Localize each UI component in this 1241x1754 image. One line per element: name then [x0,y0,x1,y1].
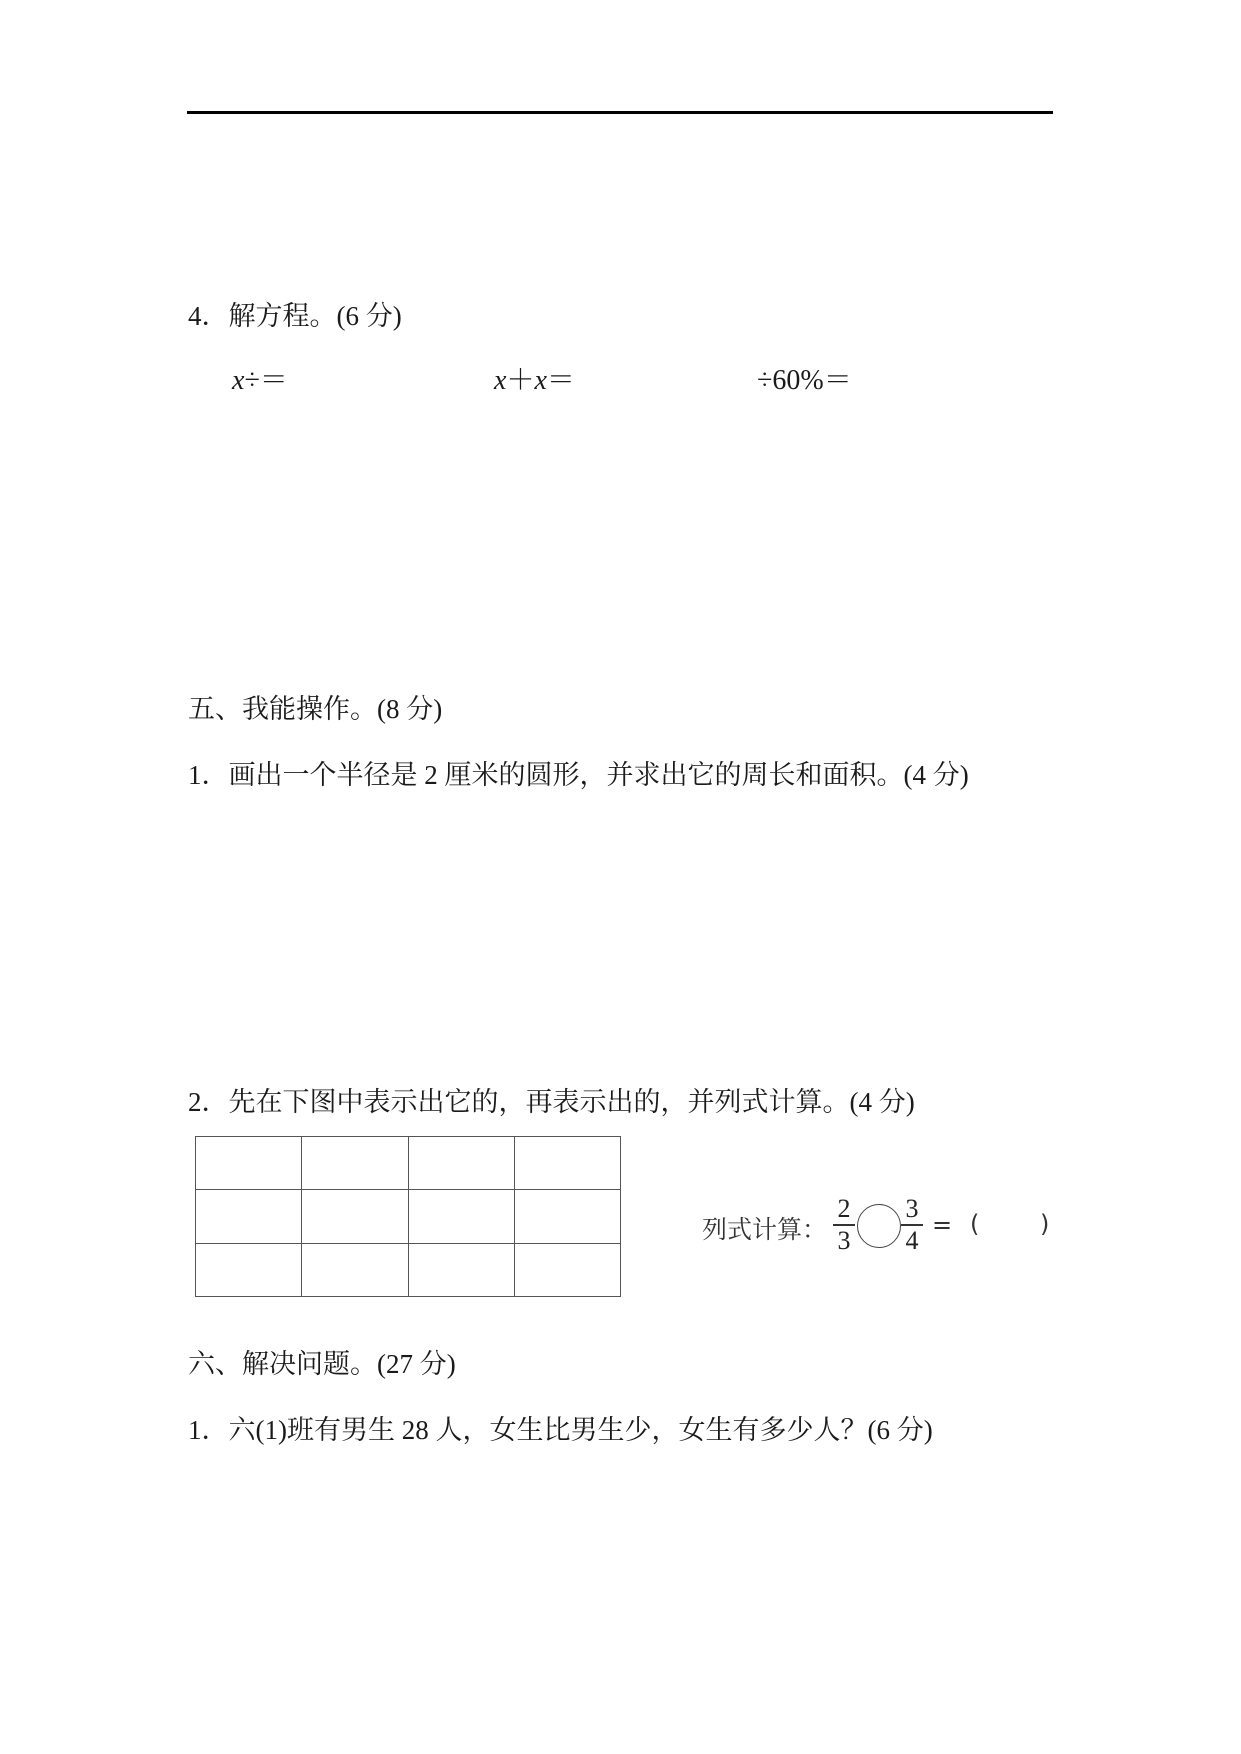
grid-cell [302,1243,408,1296]
question-4-title: 4．解方程。(6 分) [188,301,402,331]
grid-cell [302,1137,408,1190]
grid-cell [196,1137,302,1190]
section-6-title: 六、解决问题。(27 分) [188,1349,456,1379]
equation-2 [494,364,575,398]
section-6-question-1: 1．六(1)班有男生 28 人，女生比男生少，女生有多少人？(6 分) [188,1415,933,1445]
grid-row [196,1137,621,1190]
fraction-2-denominator: 4 [905,1225,919,1255]
section-5-title: 五、我能操作。(8 分) [188,694,443,724]
equation-2-rest: ＝ [546,365,575,396]
fraction-two-thirds [833,1196,855,1254]
equation-2-op: ＋ [506,365,535,396]
equation-3 [757,364,852,398]
grid-row [196,1190,621,1243]
answer-close-paren: ) [1040,1210,1050,1238]
grid-row [196,1243,621,1296]
grid-cell [514,1190,620,1243]
grid-cell [408,1190,514,1243]
answer-open-paren: ( [970,1210,980,1238]
fraction-1-numerator: 2 [837,1194,851,1223]
section-5-question-2: 2．先在下图中表示出它的，再表示出的，并列式计算。(4 分) [188,1087,915,1117]
equation-2-variable-2: x [534,365,547,396]
grid-cell [196,1190,302,1243]
grid-cell [196,1243,302,1296]
grid-cell [514,1137,620,1190]
grid-cell [408,1243,514,1296]
header-rule [187,111,1053,114]
calc-label: 列式计算： [702,1215,828,1244]
equation-1 [232,364,288,398]
grid-cell [408,1137,514,1190]
equation-3-rest: ÷60%＝ [757,365,852,396]
fraction-three-quarters [901,1196,923,1254]
grid-cell [302,1190,408,1243]
equation-2-variable: x [494,365,507,396]
grid-cell [514,1243,620,1296]
section-5-question-1: 1．画出一个半径是 2 厘米的圆形，并求出它的周长和面积。(4 分) [188,760,969,790]
fraction-2-numerator: 3 [905,1194,919,1223]
equals-sign: = [932,1211,953,1239]
equation-1-rest: ÷＝ [244,365,288,396]
equation-1-variable: x [232,365,245,396]
operator-blank-circle[interactable] [857,1204,901,1248]
fraction-1-denominator: 3 [837,1225,851,1255]
answer-blank[interactable] [988,1208,1036,1242]
fraction-grid [195,1136,621,1297]
